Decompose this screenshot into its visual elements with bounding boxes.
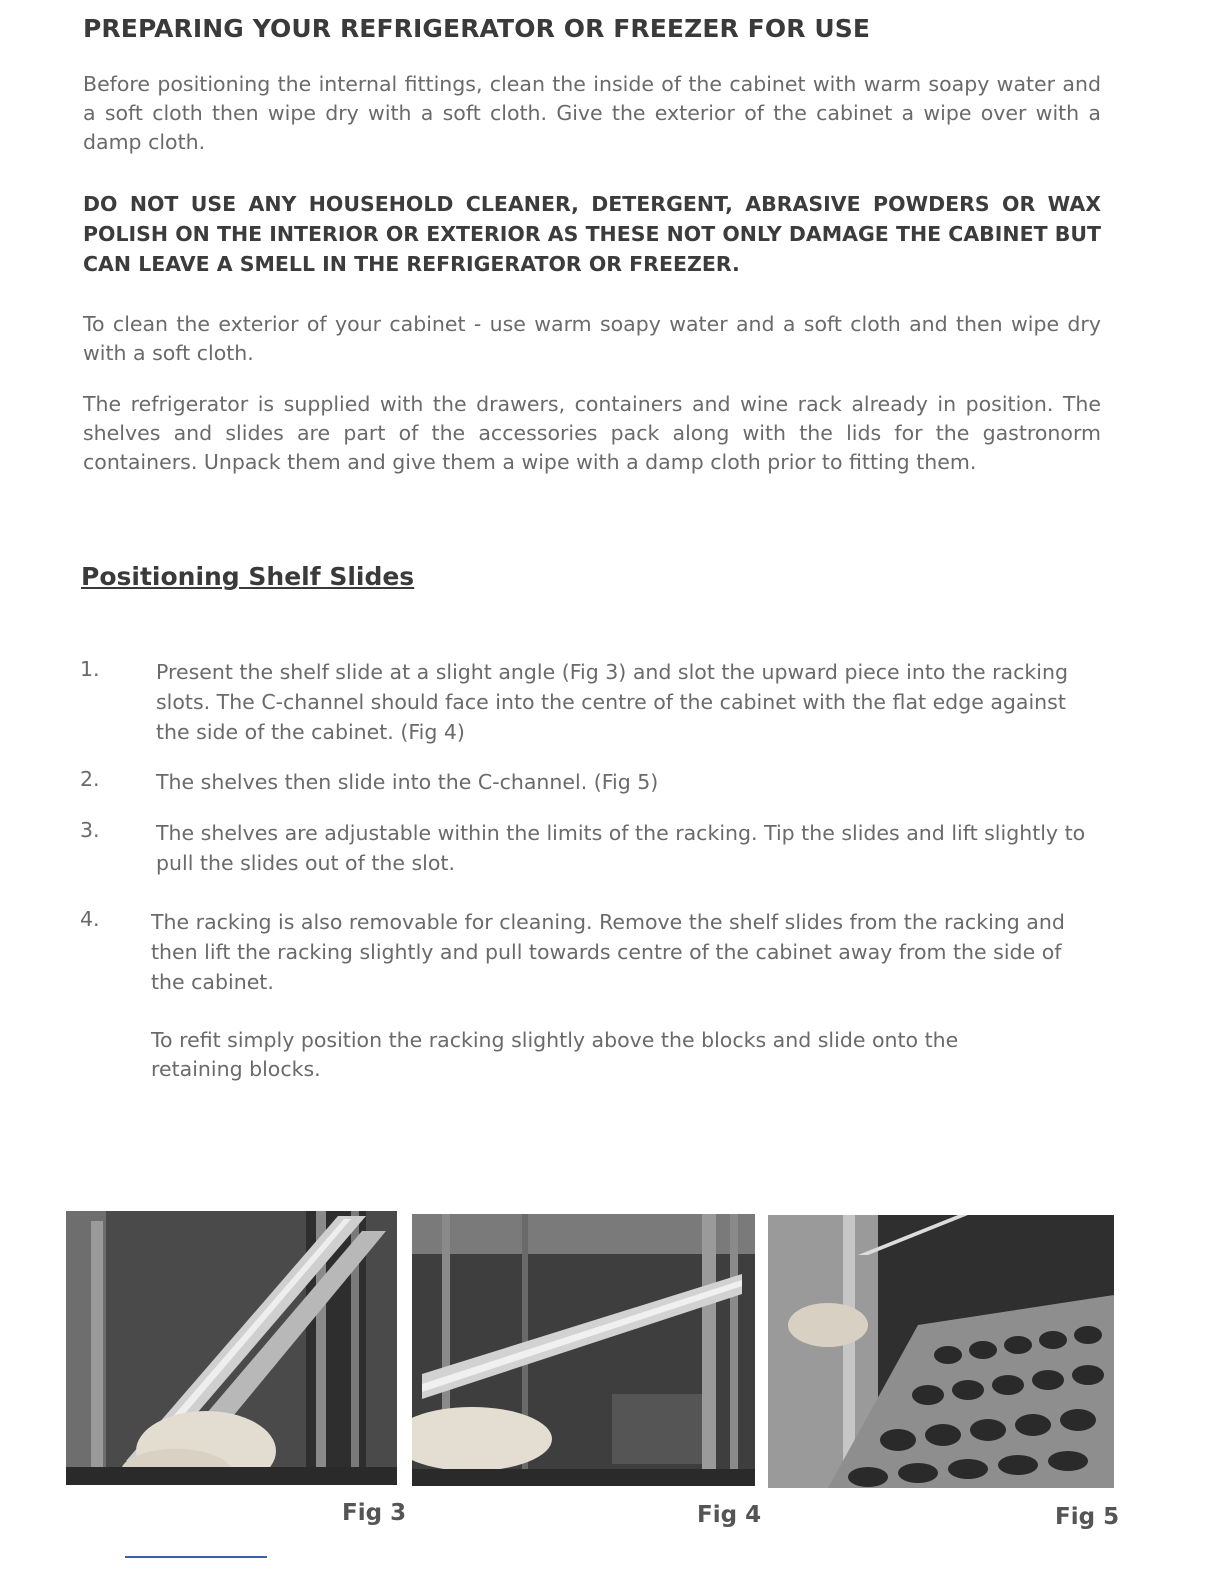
supplied-items-paragraph: The refrigerator is supplied with the drawers, containers and wine rack already in position. The shelves and slides are part of the accessories pack along with the lids for the gastronorm containers. Unpack them and give them a wipe with a damp cloth prior to fitting them. xyxy=(83,392,1101,474)
fig-4-photo xyxy=(412,1214,755,1486)
step-number: 2. xyxy=(80,767,100,791)
intro-paragraph: Before positioning the internal fittings, clean the inside of the cabinet with warm soapy water and a soft cloth then wipe dry with a soft cloth. Give the exterior of the cabinet a wipe over with a damp cloth. xyxy=(83,72,1101,154)
fig-5-illustration xyxy=(768,1215,1114,1488)
step-text: Present the shelf slide at a slight angle (Fig 3) and slot the upward piece into the racking slots. The C-channel should face into the centre of the cabinet with the flat edge against the side of the cabinet. (Fig 4) xyxy=(156,660,1068,744)
section-title: Positioning Shelf Slides xyxy=(81,562,415,591)
step-number: 1. xyxy=(80,657,100,681)
fig-5-photo xyxy=(768,1215,1114,1488)
fig-3-photo xyxy=(66,1211,397,1485)
fig-4-caption: Fig 4 xyxy=(697,1502,762,1528)
step-number: 4. xyxy=(80,907,100,931)
page-heading: PREPARING YOUR REFRIGERATOR OR FREEZER FOR USE xyxy=(83,14,871,43)
step-text: The racking is also removable for cleaning. Remove the shelf slides from the racking and then lift the racking slightly and pull towards centre of the cabinet away from the side of the cabinet. xyxy=(151,910,1065,994)
warning-paragraph: DO NOT USE ANY HOUSEHOLD CLEANER, DETERGENT, ABRASIVE POWDERS OR WAX POLISH ON THE INTERIOR OR EXTERIOR AS THESE NOT ONLY DAMAGE THE CABINET BUT CAN LEAVE A SMELL IN THE REFRIGERATOR OR FREEZER. xyxy=(83,192,1101,276)
footer-rule xyxy=(125,1556,267,1558)
step-number: 3. xyxy=(80,818,100,842)
fig-3-caption: Fig 3 xyxy=(342,1500,407,1526)
step-text: The shelves then slide into the C-channel. (Fig 5) xyxy=(156,770,659,794)
refit-note: To refit simply position the racking slightly above the blocks and slide onto the retaining blocks. xyxy=(151,1028,959,1081)
step-text: The shelves are adjustable within the limits of the racking. Tip the slides and lift slightly to pull the slides out of the slot. xyxy=(156,821,1086,875)
fig-5-caption: Fig 5 xyxy=(1055,1504,1120,1530)
fig-4-illustration xyxy=(412,1214,755,1486)
fig-3-illustration xyxy=(66,1211,397,1485)
exterior-cleaning-paragraph: To clean the exterior of your cabinet - use warm soapy water and a soft cloth and then wipe dry with a soft cloth. xyxy=(83,312,1101,365)
